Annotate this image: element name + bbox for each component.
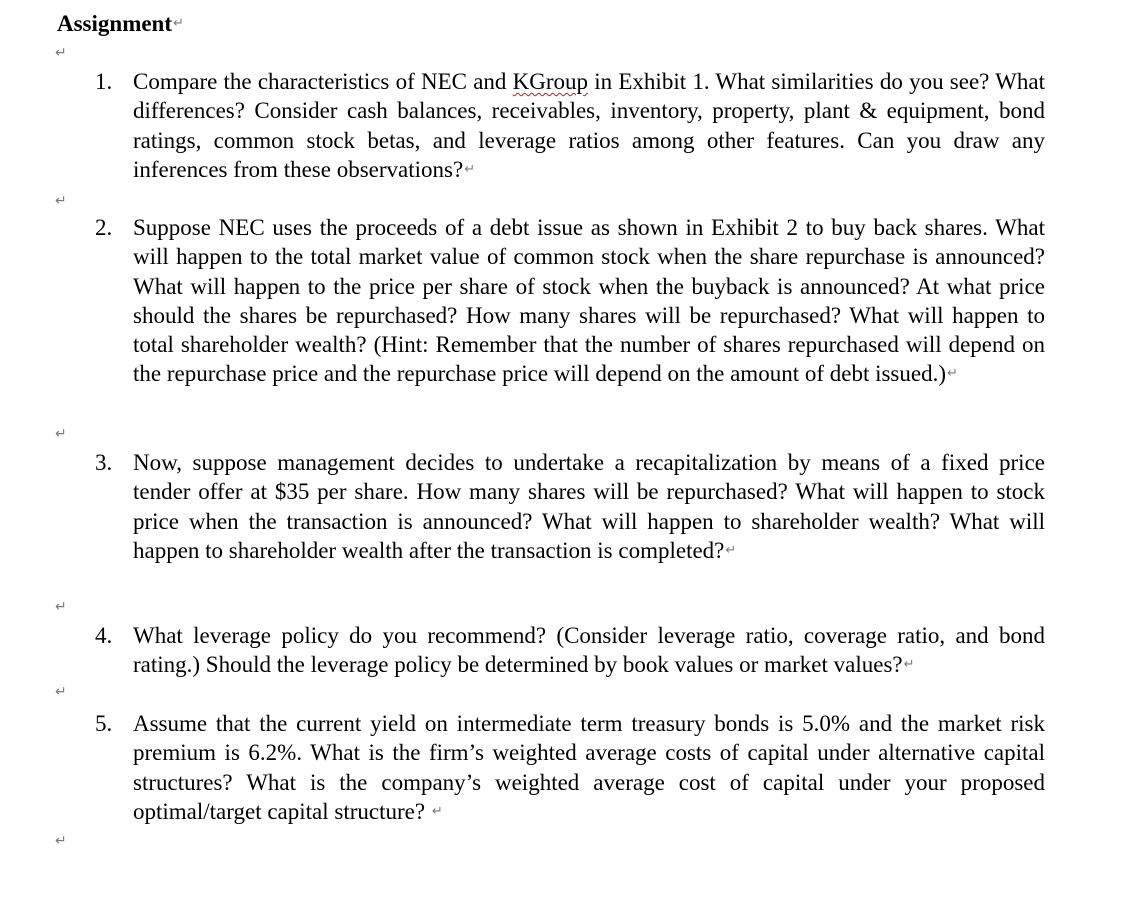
paragraph-mark-icon: ↵ xyxy=(947,366,958,382)
item-text xyxy=(133,621,1045,680)
paragraph-mark-icon: ↵ xyxy=(55,426,67,442)
paragraph-mark-icon: ↵ xyxy=(725,542,737,558)
item-text-part: Now, suppose management decides to undertake a recapitalization by means of a fixed price tender offer at $35 per share. How many shares will be repurchased? What will happen to stock price when the transaction is announced? What will happen to shareholder wealth? What will happen to shareholder wealth after the transaction is completed? xyxy=(133,450,1045,563)
item-text-part: in Exhibit 1. What similarities do you see? What differences? Consider cash balances, receivables, inventory, property, plant & equipment, bond ratings, common stock betas, and leverage ratios among other features. Can you draw any inferences from these observations? xyxy=(133,69,1045,182)
paragraph-mark-icon: ↵ xyxy=(903,657,915,673)
paragraph-mark-icon: ↵ xyxy=(55,599,67,615)
item-number: 4. xyxy=(95,623,113,648)
paragraph-mark-icon: ↵ xyxy=(55,684,67,700)
item-number: 2. xyxy=(95,215,113,240)
item-text xyxy=(133,213,1045,389)
list-item xyxy=(95,709,1045,826)
spellcheck-word[interactable]: KGroup xyxy=(512,69,589,94)
list-item xyxy=(95,67,1045,184)
paragraph-mark-icon: ↵ xyxy=(173,16,184,31)
list-item xyxy=(95,621,1045,680)
paragraph-mark-icon: ↵ xyxy=(55,833,67,849)
item-text xyxy=(133,709,1045,826)
item-text-part: What leverage policy do you recommend? (Consider leverage ratio, coverage ratio, and bond rating.) Should the leverage policy be determined by book values or market values? xyxy=(133,623,1045,678)
paragraph-mark-icon: ↵ xyxy=(55,193,67,209)
paragraph-mark-icon: ↵ xyxy=(431,803,443,819)
document-title xyxy=(57,9,184,39)
item-text-part: Assume that the current yield on intermediate term treasury bonds is 5.0% and the market risk premium is 6.2%. What is the firm’s weighted average costs of capital under alternative capital structures? What is the company’s weighted average cost of capital under your proposed optimal/target capital structure? xyxy=(133,711,1045,824)
item-number: 3. xyxy=(95,450,113,475)
list-item xyxy=(95,213,1045,389)
paragraph-mark-icon: ↵ xyxy=(55,45,67,61)
item-text-part: Suppose NEC uses the proceeds of a debt issue as shown in Exhibit 2 to buy back shares. What will happen to the total market value of common stock when the share repurchase is announced? What will happen to the price per share of stock when the buyback is announced? At what price should the shares be repurchased? How many shares will be repurchased? What will happen to total shareholder wealth? (Hint: Remember that the number of shares repurchased will depend on the repurchase price and the repurchase price will depend on the amount of debt issued.) xyxy=(133,215,1045,387)
item-number: 5. xyxy=(95,711,113,736)
title-text: Assignment xyxy=(57,11,173,36)
list-item xyxy=(95,448,1045,565)
paragraph-mark-icon: ↵ xyxy=(464,161,476,177)
item-text xyxy=(133,448,1045,565)
item-number: 1. xyxy=(95,69,113,94)
item-text-part: Compare the characteristics of NEC and xyxy=(133,69,513,94)
item-text xyxy=(133,67,1045,184)
